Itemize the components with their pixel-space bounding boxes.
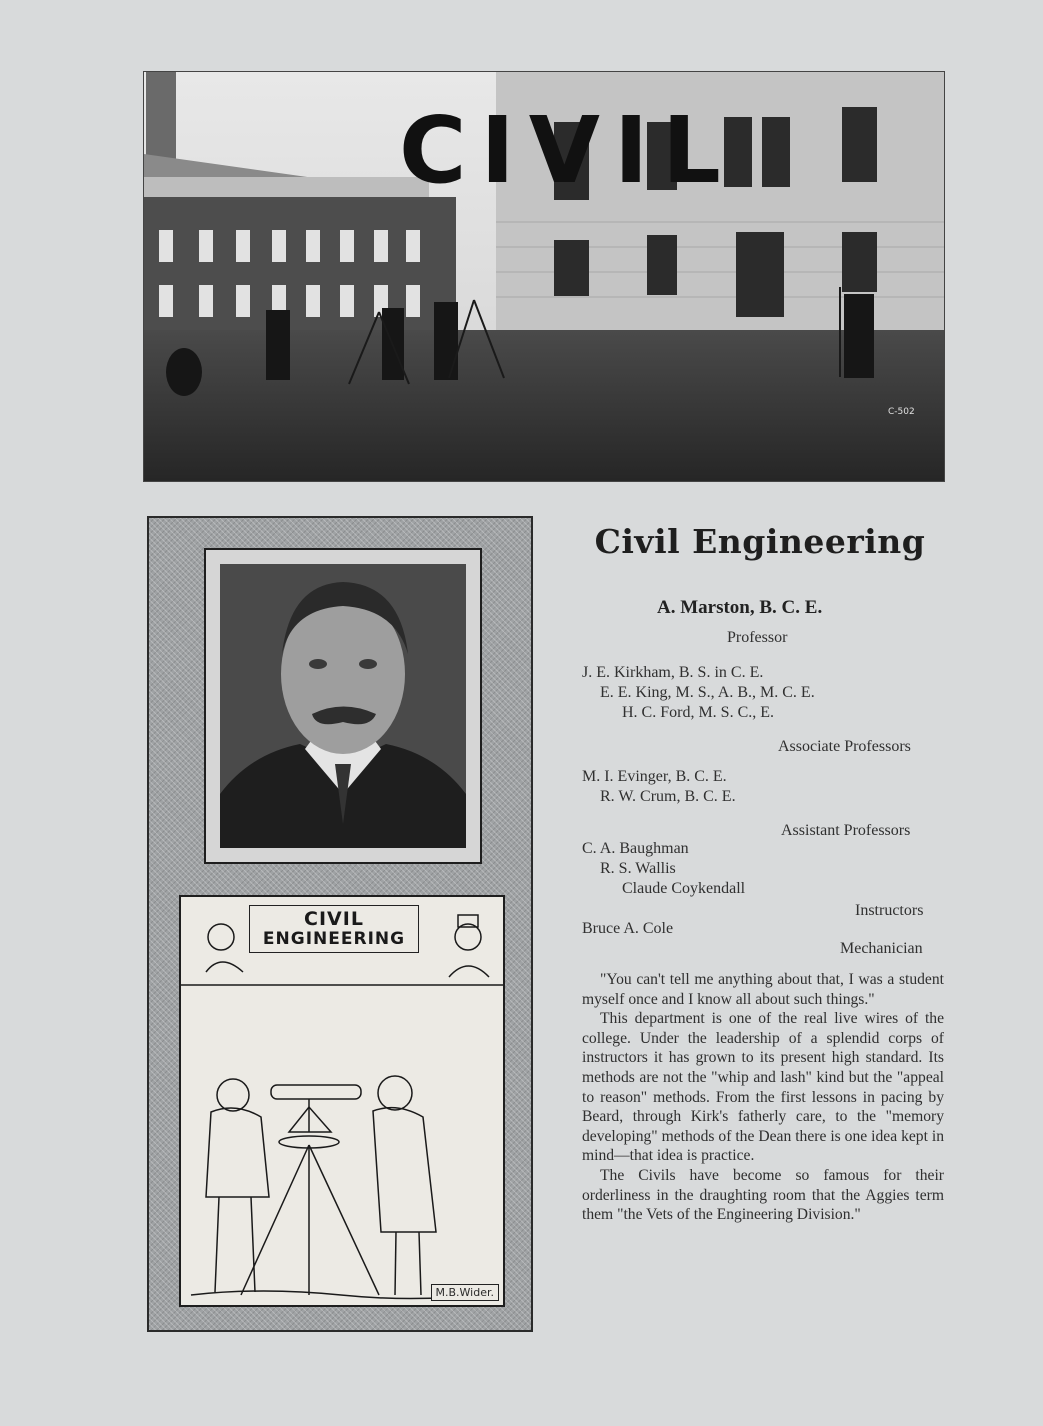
illustration-panel: [147, 516, 533, 1332]
paragraph-2: This department is one of the real live wires of the college. Under the leadership of a splendid corps of instructors it has grown to its present high standard. Its methods are not the "whip and lash" kind but the "appeal to reason" methods. From the first lessons in pacing by Beard, through Kirk's fatherly care, to the "memory developing" methods of the Dean there is one idea kept in mind—that idea is practice.: [582, 1010, 944, 1165]
assistant-2: R. W. Crum, B. C. E.: [600, 788, 736, 805]
associate-2: E. E. King, M. S., A. B., M. C. E.: [600, 684, 815, 701]
cartoon-drawing: [179, 895, 505, 1307]
associate-3: H. C. Ford, M. S. C., E.: [622, 704, 775, 721]
associates-role: Associate Professors: [778, 738, 911, 755]
portrait-frame: [204, 548, 482, 864]
cartoon-sketch: [181, 897, 503, 1305]
banner-title: CIVIL: [399, 97, 735, 204]
artist-signature: M.B.Wider.: [431, 1284, 499, 1301]
head-professor-role: Professor: [727, 629, 788, 646]
portrait-photo: [220, 564, 466, 848]
instructor-1: C. A. Baughman: [582, 840, 689, 857]
campus-photo-scene: [144, 72, 944, 481]
associate-1: J. E. Kirkham, B. S. in C. E.: [582, 664, 764, 681]
instructor-3: Claude Coykendall: [622, 880, 746, 897]
instructor-2: R. S. Wallis: [600, 860, 676, 877]
paragraph-3: The Civils have become so famous for their orderliness in the draughting room that the Aggies term them "the Vets of the Engineering Division.": [582, 1166, 944, 1224]
photo-plate-mark: C-502: [888, 407, 915, 417]
mechanician-role: Mechanician: [840, 940, 923, 957]
cartoon-title-line2: ENGINEERING: [262, 929, 406, 949]
assistant-1: M. I. Evinger, B. C. E.: [582, 768, 727, 785]
cartoon-title-line1: CIVIL: [304, 908, 364, 930]
campus-photo: [143, 71, 945, 482]
mechanician-name: Bruce A. Cole: [582, 920, 674, 937]
portrait-figure: [220, 564, 466, 848]
instructors-role: Instructors: [855, 902, 924, 919]
head-professor-name: A. Marston, B. C. E.: [657, 597, 823, 618]
paragraph-1: "You can't tell me anything about that, I was a student myself once and I know all about such things.": [582, 971, 944, 1008]
assistants-role: Assistant Professors: [781, 822, 911, 839]
department-description: [582, 970, 944, 1225]
section-title: Civil Engineering: [594, 522, 926, 561]
